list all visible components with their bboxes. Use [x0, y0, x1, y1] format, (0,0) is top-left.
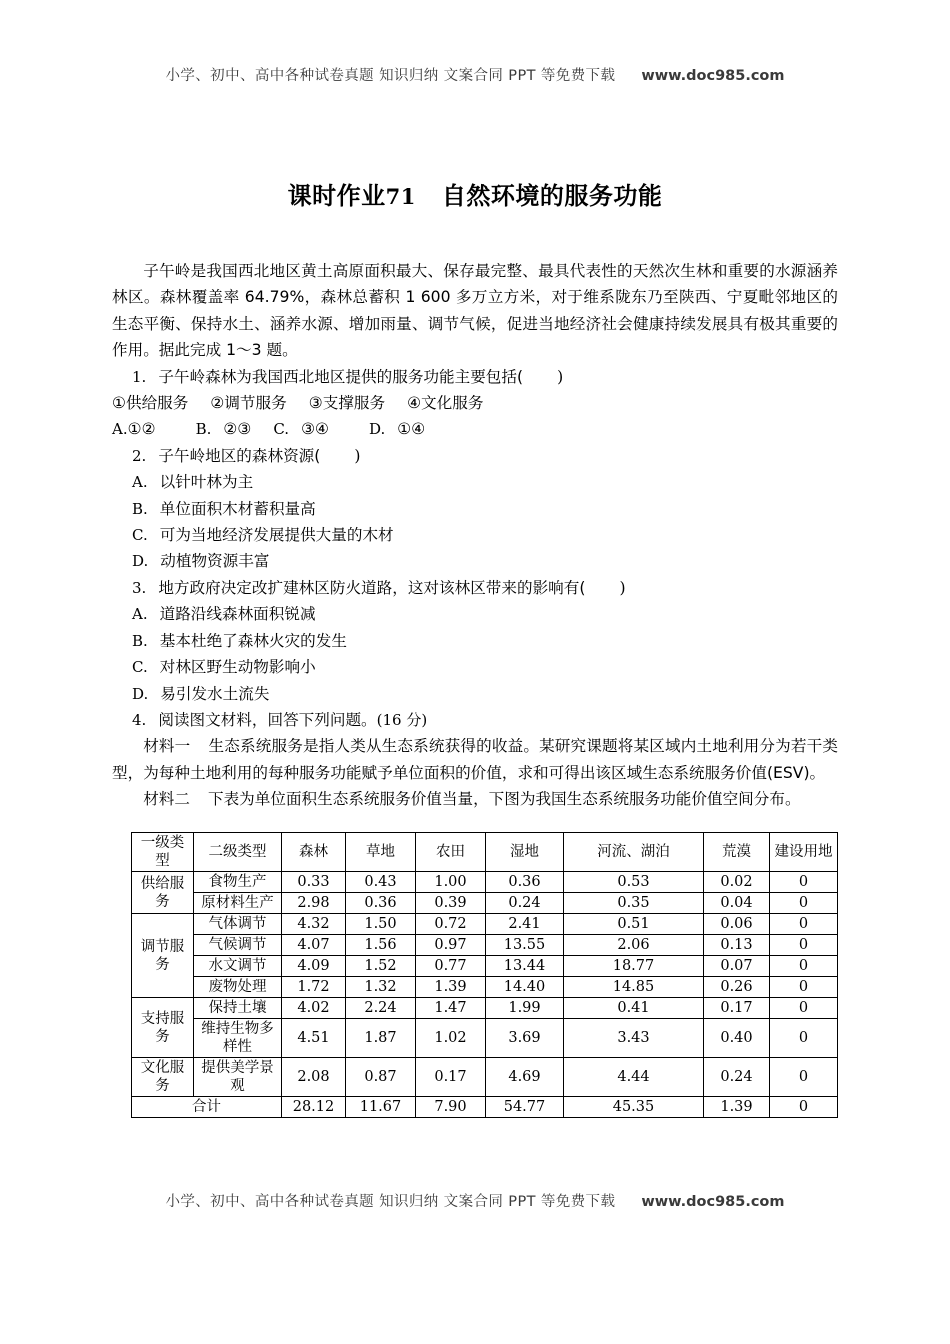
question-4-stem	[112, 707, 838, 733]
material-two-text: 下表为单位面积生态系统服务价值当量，下图为我国生态系统服务功能价值空间分布。	[207, 790, 801, 809]
cell-value: 1.52	[346, 956, 416, 977]
cell-value: 0	[770, 935, 838, 956]
option-text: 道路沿线森林面积锐减	[159, 605, 316, 624]
table-row	[132, 998, 838, 1019]
table-row	[132, 1019, 838, 1058]
question-2-stem	[112, 443, 838, 469]
cell-value: 0.02	[704, 872, 770, 893]
table-row	[132, 914, 838, 935]
question-1-item-3: ③支撑服务	[308, 394, 386, 413]
question-1-item-1: ①供给服务	[112, 394, 189, 413]
choice-b-letter: B.	[195, 420, 212, 439]
header-desert: 荒漠	[704, 833, 770, 872]
cell-secondary-type: 水文调节	[194, 956, 282, 977]
header-grassland: 草地	[346, 833, 416, 872]
header-wetland: 湿地	[486, 833, 564, 872]
cell-value: 0.36	[346, 893, 416, 914]
question-2-text: 子午岭地区的森林资源(	[158, 446, 321, 465]
cell-value: 0.87	[346, 1058, 416, 1097]
material-one	[112, 733, 838, 786]
option-letter: B.	[132, 631, 148, 650]
question-1-items	[112, 390, 838, 416]
header-forest: 森林	[282, 833, 346, 872]
watermark-footer-url: www.doc985.com	[641, 1194, 785, 1210]
cell-value: 0	[770, 1019, 838, 1058]
table-row	[132, 893, 838, 914]
cell-primary-type: 调节服务	[132, 914, 194, 998]
cell-value: 0.35	[564, 893, 704, 914]
cell-value: 1.87	[346, 1019, 416, 1058]
question-3-option-d[interactable]	[112, 681, 838, 707]
question-2-option-b[interactable]	[112, 496, 838, 522]
question-3-paren-close: )	[619, 578, 626, 597]
question-1-number: 1.	[132, 367, 147, 386]
cell-primary-type: 支持服务	[132, 998, 194, 1058]
question-1-item-4: ④文化服务	[407, 394, 484, 413]
cell-primary-type: 文化服务	[132, 1058, 194, 1097]
cell-value: 2.24	[346, 998, 416, 1019]
cell-value: 1.02	[416, 1019, 486, 1058]
cell-value: 0.33	[282, 872, 346, 893]
question-2-option-a[interactable]	[112, 469, 838, 495]
cell-secondary-type: 原材料生产	[194, 893, 282, 914]
cell-value: 2.08	[282, 1058, 346, 1097]
material-two	[112, 786, 838, 812]
cell-value: 4.32	[282, 914, 346, 935]
option-letter: D.	[132, 684, 149, 703]
cell-secondary-type: 气候调节	[194, 935, 282, 956]
option-letter: A.	[132, 605, 148, 624]
cell-value: 0.97	[416, 935, 486, 956]
cell-total-value: 7.90	[416, 1097, 486, 1118]
page-title	[0, 176, 950, 211]
cell-total-label: 合计	[132, 1097, 282, 1118]
cell-value: 0	[770, 998, 838, 1019]
question-1-stem	[112, 364, 838, 390]
cell-value: 0.13	[704, 935, 770, 956]
material-one-text: 生态系统服务是指人类从生态系统获得的收益。某研究课题将某区域内土地利用分为若干类型，为每种土地利用的每种服务功能赋予单位面积的价值，求和可得出该区域生态系统服务价值(ESV)。	[112, 737, 838, 782]
esv-value-table	[131, 832, 838, 1118]
cell-value: 0.17	[704, 998, 770, 1019]
cell-value: 14.40	[486, 977, 564, 998]
header-primary-type: 一级类型	[132, 833, 194, 872]
watermark-footer	[0, 1190, 950, 1211]
choice-c-letter: C.	[273, 420, 290, 439]
cell-value: 4.44	[564, 1058, 704, 1097]
cell-value: 0.24	[486, 893, 564, 914]
question-2-option-d[interactable]	[112, 548, 838, 574]
cell-value: 13.44	[486, 956, 564, 977]
question-1-paren-close: )	[557, 367, 564, 386]
question-4-number: 4.	[132, 710, 147, 729]
question-1-text: 子午岭森林为我国西北地区提供的服务功能主要包括(	[158, 367, 524, 386]
cell-value: 1.47	[416, 998, 486, 1019]
document-body	[112, 258, 838, 813]
cell-value: 0.26	[704, 977, 770, 998]
question-2-option-c[interactable]	[112, 522, 838, 548]
title-number: 71	[385, 184, 416, 209]
option-text: 可为当地经济发展提供大量的木材	[159, 526, 394, 545]
table-header-row	[132, 833, 838, 872]
cell-value: 0.24	[704, 1058, 770, 1097]
cell-secondary-type: 气体调节	[194, 914, 282, 935]
cell-value: 18.77	[564, 956, 704, 977]
header-secondary-type: 二级类型	[194, 833, 282, 872]
option-letter: B.	[132, 499, 148, 518]
cell-value: 14.85	[564, 977, 704, 998]
cell-value: 3.69	[486, 1019, 564, 1058]
watermark-header-url: www.doc985.com	[641, 68, 785, 84]
question-3-stem	[112, 575, 838, 601]
header-construction-land: 建设用地	[770, 833, 838, 872]
cell-value: 1.32	[346, 977, 416, 998]
question-1-choices	[112, 416, 838, 442]
table-row	[132, 872, 838, 893]
cell-value: 2.41	[486, 914, 564, 935]
cell-value: 1.56	[346, 935, 416, 956]
watermark-header-text: 小学、初中、高中各种试卷真题 知识归纳 文案合同 PPT 等免费下载	[165, 68, 616, 84]
option-text: 对林区野生动物影响小	[159, 658, 316, 677]
choice-b-text[interactable]: ②③	[223, 420, 252, 439]
cell-value: 0.06	[704, 914, 770, 935]
passage-paragraph: 子午岭是我国西北地区黄土高原面积最大、保存最完整、最具代表性的天然次生林和重要的水源涵养林区。森林覆盖率 64.79%，森林总蓄积 1 600 多万立方米，对于维系陇东乃至陕西、宁夏毗邻地区的生态平衡、保持水土、涵养水源、增加雨量、调节气候，促进当地经济社会健康持续发展具有极其重要的作用。据此完成 1～3 题。	[112, 262, 838, 360]
question-4-text: 阅读图文材料，回答下列问题。	[158, 710, 377, 729]
question-2-number: 2.	[132, 446, 147, 465]
cell-value: 4.09	[282, 956, 346, 977]
cell-value: 4.51	[282, 1019, 346, 1058]
question-2-paren-close: )	[354, 446, 361, 465]
table-row	[132, 977, 838, 998]
cell-secondary-type: 废物处理	[194, 977, 282, 998]
cell-total-value: 45.35	[564, 1097, 704, 1118]
option-letter: A.	[132, 473, 148, 492]
option-text: 单位面积木材蓄积量高	[159, 499, 316, 518]
choice-a-letter: A.	[112, 420, 128, 439]
cell-value: 0.41	[564, 998, 704, 1019]
question-3-option-c[interactable]	[112, 654, 838, 680]
cell-value: 3.43	[564, 1019, 704, 1058]
cell-value: 0.39	[416, 893, 486, 914]
cell-value: 0	[770, 872, 838, 893]
cell-value: 0.77	[416, 956, 486, 977]
cell-value: 0.04	[704, 893, 770, 914]
question-3-option-b[interactable]	[112, 628, 838, 654]
material-one-label: 材料一	[143, 737, 191, 756]
cell-value: 0.17	[416, 1058, 486, 1097]
cell-value: 0	[770, 914, 838, 935]
question-1-item-2: ②调节服务	[210, 394, 287, 413]
cell-value: 1.72	[282, 977, 346, 998]
title-prefix: 课时作业	[287, 182, 386, 210]
cell-value: 4.02	[282, 998, 346, 1019]
cell-value: 1.99	[486, 998, 564, 1019]
cell-total-value: 1.39	[704, 1097, 770, 1118]
question-4-score: (16 分)	[376, 710, 428, 729]
cell-value: 0	[770, 1058, 838, 1097]
title-name: 自然环境的服务功能	[441, 182, 663, 210]
cell-value: 0.36	[486, 872, 564, 893]
cell-secondary-type: 食物生产	[194, 872, 282, 893]
watermark-header	[0, 64, 950, 85]
option-letter: C.	[132, 526, 148, 545]
cell-value: 2.98	[282, 893, 346, 914]
watermark-footer-text: 小学、初中、高中各种试卷真题 知识归纳 文案合同 PPT 等免费下载	[165, 1194, 616, 1210]
header-farmland: 农田	[416, 833, 486, 872]
question-3-option-a[interactable]	[112, 601, 838, 627]
choice-d-text[interactable]: ①④	[397, 420, 426, 439]
choice-d-letter: D.	[369, 420, 386, 439]
cell-value: 0	[770, 977, 838, 998]
cell-value: 0	[770, 893, 838, 914]
option-text: 动植物资源丰富	[160, 552, 270, 571]
option-letter: D.	[132, 552, 149, 571]
table-row	[132, 935, 838, 956]
choice-a-text[interactable]: ①②	[127, 420, 156, 439]
cell-value: 4.69	[486, 1058, 564, 1097]
table-body	[132, 872, 838, 1118]
esv-table-container	[131, 832, 833, 1118]
option-text: 以针叶林为主	[159, 473, 254, 492]
option-letter: C.	[132, 658, 148, 677]
cell-total-value: 54.77	[486, 1097, 564, 1118]
cell-total-value: 0	[770, 1097, 838, 1118]
cell-value: 2.06	[564, 935, 704, 956]
table-row	[132, 1058, 838, 1097]
cell-value: 0.43	[346, 872, 416, 893]
cell-primary-type: 供给服务	[132, 872, 194, 914]
cell-value: 4.07	[282, 935, 346, 956]
cell-value: 13.55	[486, 935, 564, 956]
cell-secondary-type: 保持土壤	[194, 998, 282, 1019]
cell-value: 0.51	[564, 914, 704, 935]
cell-total-value: 11.67	[346, 1097, 416, 1118]
cell-secondary-type: 维持生物多样性	[194, 1019, 282, 1058]
header-river-lake: 河流、湖泊	[564, 833, 704, 872]
cell-value: 1.50	[346, 914, 416, 935]
table-row	[132, 956, 838, 977]
table-total-row	[132, 1097, 838, 1118]
cell-secondary-type: 提供美学景观	[194, 1058, 282, 1097]
cell-value: 1.39	[416, 977, 486, 998]
cell-value: 0.72	[416, 914, 486, 935]
cell-value: 0	[770, 956, 838, 977]
cell-value: 0.07	[704, 956, 770, 977]
choice-c-text[interactable]: ③④	[301, 420, 330, 439]
cell-total-value: 28.12	[282, 1097, 346, 1118]
question-3-number: 3.	[132, 578, 147, 597]
question-3-text: 地方政府决定改扩建林区防火道路，这对该林区带来的影响有(	[158, 578, 586, 597]
cell-value: 0.40	[704, 1019, 770, 1058]
option-text: 基本杜绝了森林火灾的发生	[159, 631, 347, 650]
cell-value: 0.53	[564, 872, 704, 893]
cell-value: 1.00	[416, 872, 486, 893]
material-two-label: 材料二	[143, 790, 190, 809]
option-text: 易引发水土流失	[160, 684, 270, 703]
table-header	[132, 833, 838, 872]
